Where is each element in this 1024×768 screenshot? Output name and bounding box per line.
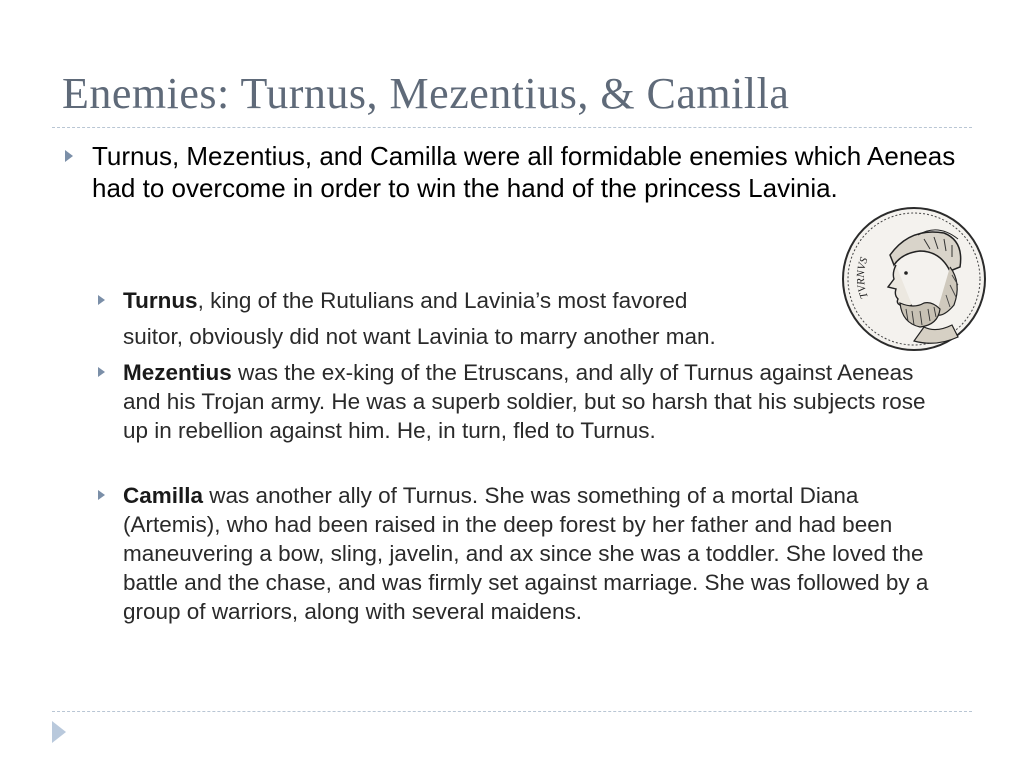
camilla-text: was another ally of Turnus. She was something of a mortal Diana (Artemis), who had been raised in the deep forest by her father and had been maneuvering a bow, sling, javelin, and ax since she was a toddler. She loved the battle and the chase, and was firmly set against marriage. She was followed by a group of warriors, along with several maidens.	[123, 483, 929, 624]
next-slide-arrow-icon[interactable]	[52, 721, 66, 743]
sub-bullet-turnus-continuation: suitor, obviously did not want Lavinia to marry another man.	[123, 324, 716, 349]
sub-bullet-arrow-icon	[98, 295, 105, 305]
title-divider	[52, 127, 972, 128]
sub-bullet-arrow-icon	[98, 367, 105, 377]
mezentius-name: Mezentius	[123, 360, 232, 385]
coin-inscription: TVRNVS	[854, 255, 871, 301]
turnus-text: , king of the Rutulians and Lavinia’s most favored	[197, 288, 688, 313]
main-bullet-text: Turnus, Mezentius, and Camilla were all formidable enemies which Aeneas had to overcome in order to win the hand of the princess Lavinia.	[92, 141, 956, 203]
sub-bullet-arrow-icon	[98, 490, 105, 500]
bullet-arrow-icon	[65, 150, 73, 162]
sub-bullet-camilla	[123, 481, 953, 626]
mezentius-text: was the ex-king of the Etruscans, and ally of Turnus against Aeneas and his Trojan army. He was a superb soldier, but so harsh that his subjects rose up in rebellion against him. He, in turn, fled to Turnus.	[123, 360, 926, 443]
sub-bullet-mezentius	[123, 358, 943, 445]
slide-title: Enemies: Turnus, Mezentius, & Camilla	[62, 69, 790, 118]
sub-bullet-turnus	[123, 286, 843, 315]
turnus-name: Turnus	[123, 288, 198, 313]
footer-divider	[52, 711, 972, 712]
camilla-name: Camilla	[123, 483, 204, 508]
